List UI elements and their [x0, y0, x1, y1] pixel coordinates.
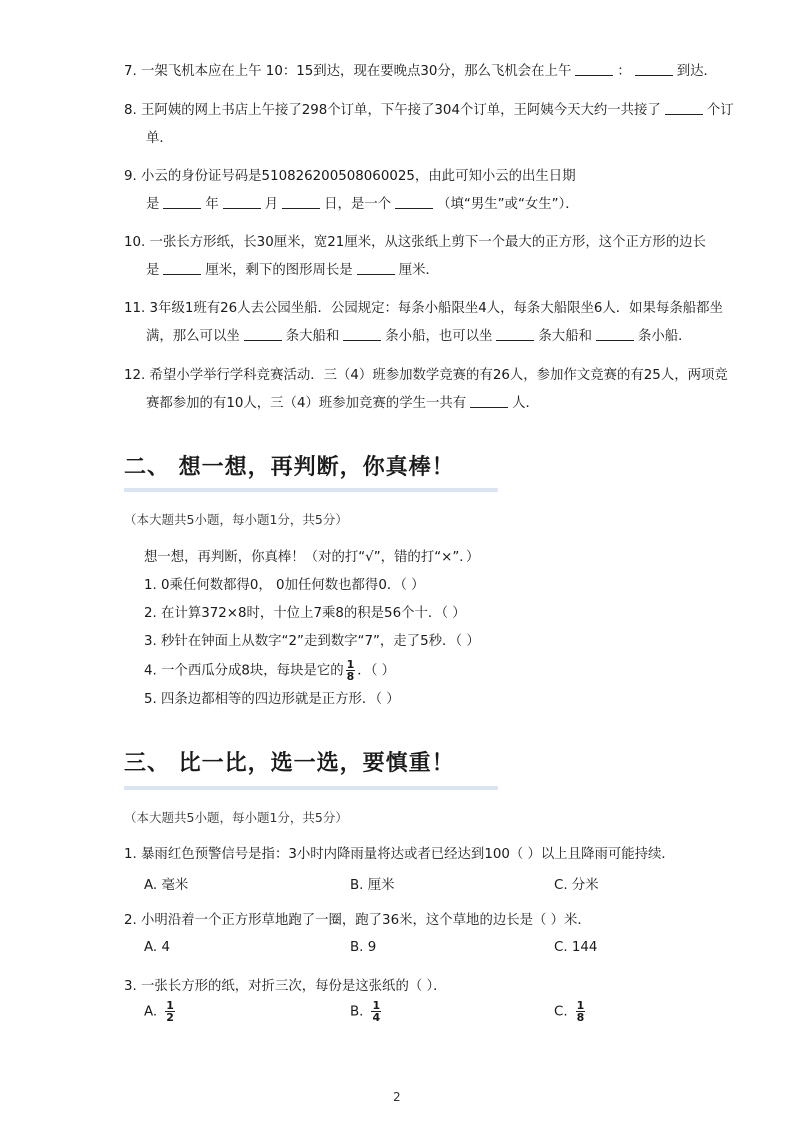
q3-option-c-label: C. — [554, 1004, 568, 1020]
q1-option-b[interactable]: B. 厘米 — [350, 878, 395, 893]
q7-text: 7. 一架飞机本应在上午 10：15到达，现在要晚点30分，那么飞机会在上午 — [124, 64, 572, 79]
q9-seg1: 是 — [146, 197, 160, 212]
q7-blank-minute[interactable] — [635, 63, 673, 76]
q10-seg1: 是 — [146, 263, 160, 278]
section-3-note: （本大题共5小题，每小题1分，共5分） — [124, 810, 348, 825]
fraction-one-eighth-option — [576, 1000, 586, 1023]
q11-blank-1[interactable] — [244, 328, 282, 341]
fraction-numerator: 1 — [576, 999, 585, 1012]
q10-line2 — [146, 262, 439, 280]
question-12: 12. 希望小学举行学科竞赛活动．三（4）班参加数学竞赛的有26人，参加作文竞赛的有25人，两项竞 — [124, 368, 728, 383]
fraction-numerator: 1 — [166, 999, 174, 1012]
section-2-title: 二、 想一想，再判断，你真棒！ — [124, 455, 455, 480]
fraction-denominator: 8 — [346, 670, 355, 683]
q11-seg4: 条大船和 — [538, 329, 592, 344]
q11-seg2: 条大船和 — [285, 329, 340, 344]
q2-option-b[interactable]: B. 9 — [350, 940, 377, 955]
choice-question-2: 2. 小明沿着一个正方形草地跑了一圈，跑了36米，这个草地的边长是（ ）米． — [124, 913, 591, 928]
q11-blank-3[interactable] — [496, 328, 534, 341]
q3-option-b[interactable] — [350, 1000, 383, 1023]
judge-item-3: 3. 秒针在钟面上从数字“2”走到数字“7”，走了5秒．（ ） — [144, 634, 480, 649]
q10-blank-side[interactable] — [163, 262, 201, 275]
q9-seg3: 月 — [264, 197, 279, 212]
fraction-one-eighth — [346, 659, 356, 682]
fraction-one-half — [165, 1000, 175, 1023]
q11-blank-2[interactable] — [343, 328, 381, 341]
q11-seg5: 条小船． — [637, 329, 692, 344]
q12-seg2: 人． — [512, 396, 539, 411]
fraction-numerator: 1 — [372, 999, 381, 1012]
q1-option-c[interactable]: C. 分米 — [554, 878, 599, 893]
choice-question-1: 1. 暴雨红色预警信号是指：3小时内降雨量将达或者已经达到100（ ）以上且降雨可能持续． — [124, 847, 675, 862]
q9-seg2: 年 — [205, 197, 219, 212]
q10-seg3: 厘米． — [398, 263, 439, 278]
question-9: 9. 小云的身份证号码是510826200508060025，由此可知小云的出生日期 — [124, 169, 576, 184]
q12-blank[interactable] — [470, 395, 508, 408]
question-11: 11. 3年级1班有26人去公园坐船．公园规定：每条小船限坐4人，每条大船限坐6人．如果每条船都坐 — [124, 301, 723, 316]
page-number: 2 — [393, 1090, 401, 1104]
q3-option-a-label: A. — [144, 1004, 158, 1020]
q11-blank-4[interactable] — [596, 328, 634, 341]
fraction-numerator: 1 — [346, 658, 355, 671]
q7-tail: 到达． — [676, 64, 717, 79]
judge-item-1: 1. 0乘任何数都得0， 0加任何数也都得0．（ ） — [144, 578, 425, 593]
judge-item-4-text: 4. 一个西瓜分成8块，每块是它的 — [144, 663, 344, 679]
q12-seg1: 赛都参加的有10人，三（4）班参加竞赛的学生一共有 — [146, 396, 467, 411]
q8-text: 8. 王阿姨的网上书店上午接了298个订单，下午接了304个订单，王阿姨今天大约一共接了 — [124, 103, 661, 118]
question-10: 10. 一张长方形纸，长30厘米，宽21厘米，从这张纸上剪下一个最大的正方形，这个正方形的边长 — [124, 235, 706, 250]
question-7 — [124, 63, 717, 81]
section-2-divider — [124, 488, 498, 492]
q9-blank-year[interactable] — [163, 196, 201, 209]
q2-option-c[interactable]: C. 144 — [554, 940, 598, 955]
q3-option-b-label: B. — [350, 1004, 364, 1020]
judge-item-4-tail: ．（ ） — [357, 663, 396, 679]
q9-blank-month[interactable] — [223, 196, 261, 209]
q11-seg3: 条小船，也可以坐 — [385, 329, 493, 344]
q8-line2: 单． — [146, 131, 173, 146]
section-3-divider — [124, 786, 498, 790]
q10-seg2: 厘米，剩下的图形周长是 — [205, 263, 353, 278]
q9-blank-gender[interactable] — [395, 196, 433, 209]
q8-blank[interactable] — [665, 102, 703, 115]
q9-seg5: （填“男生”或“女生”）． — [437, 197, 579, 212]
q7-colon: ： — [617, 64, 631, 79]
q3-option-a[interactable] — [144, 1000, 177, 1023]
q8-tail: 个订 — [706, 103, 734, 118]
q11-line2 — [146, 328, 692, 346]
q2-option-a[interactable]: A. 4 — [144, 940, 170, 955]
section-3-title: 三、 比一比，选一选，要慎重！ — [124, 751, 455, 776]
q7-blank-hour[interactable] — [575, 63, 613, 76]
q12-line2 — [146, 395, 539, 413]
q9-seg4: 日，是一个 — [324, 197, 392, 212]
q9-line2 — [146, 196, 579, 214]
question-8 — [124, 102, 734, 120]
fraction-one-quarter — [371, 1000, 381, 1023]
fraction-denominator: 2 — [166, 1011, 174, 1024]
judge-item-5: 5. 四条边都相等的四边形就是正方形．（ ） — [144, 692, 400, 707]
judge-item-2: 2. 在计算372×8时，十位上7乘8的积是56个十．（ ） — [144, 606, 466, 621]
q9-blank-day[interactable] — [282, 196, 320, 209]
section-2-intro: 想一想，再判断，你真棒！（对的打“√”，错的打“×”．） — [144, 550, 480, 565]
q11-seg1: 满，那么可以坐 — [146, 329, 240, 344]
judge-item-4 — [144, 659, 395, 682]
fraction-denominator: 8 — [576, 1011, 585, 1024]
q10-blank-perimeter[interactable] — [357, 262, 395, 275]
section-2-note: （本大题共5小题，每小题1分，共5分） — [124, 512, 348, 527]
q1-option-a[interactable]: A. 毫米 — [144, 878, 189, 893]
q3-option-c[interactable] — [554, 1000, 587, 1023]
fraction-denominator: 4 — [372, 1011, 381, 1024]
choice-question-3: 3. 一张长方形的纸，对折三次，每份是这张纸的（ ）． — [124, 979, 447, 994]
